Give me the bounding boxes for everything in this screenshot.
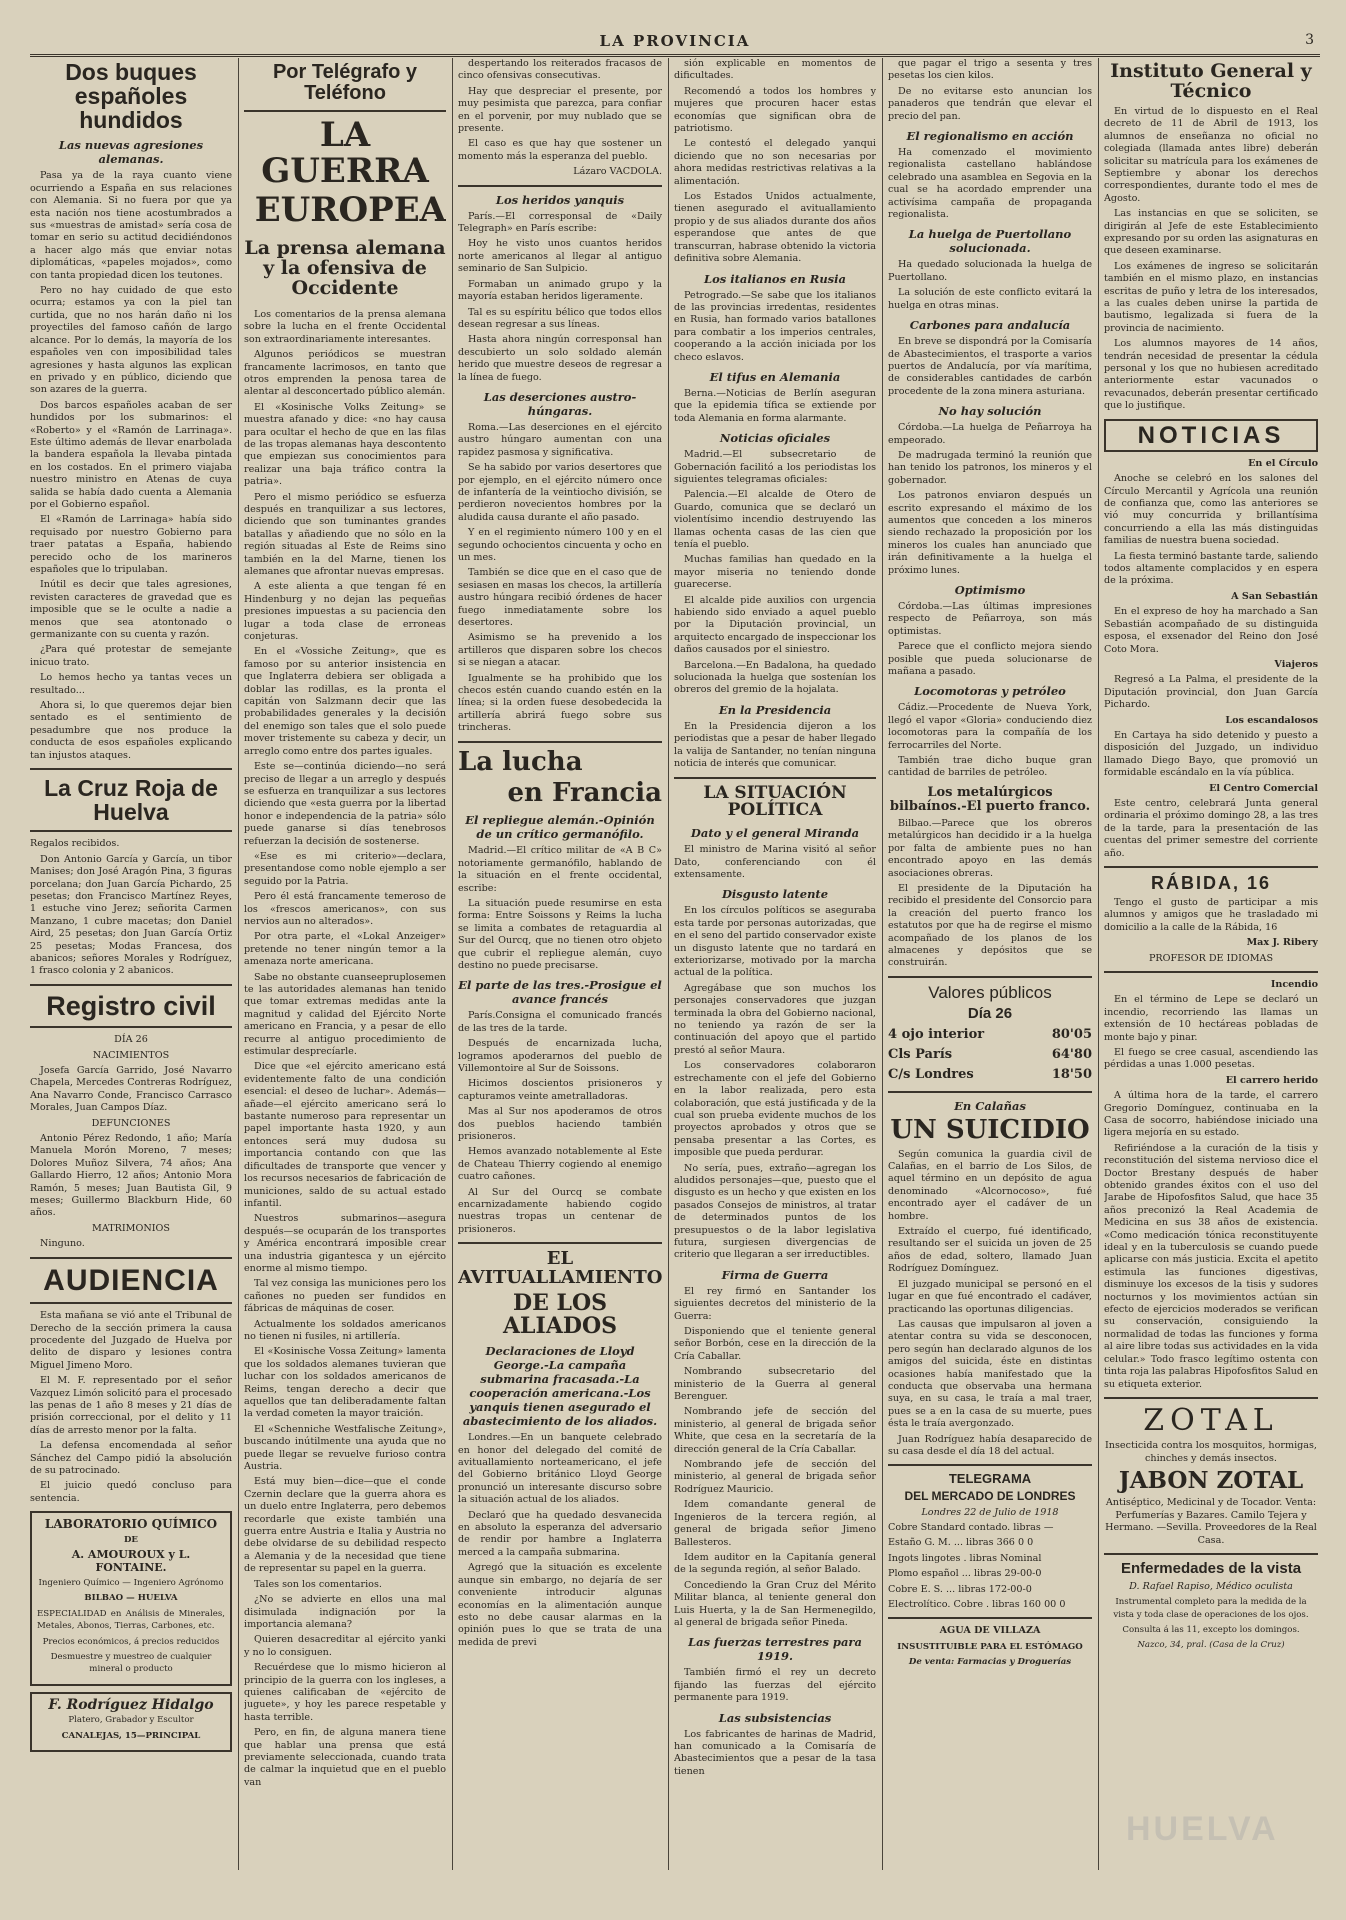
article-paragraph: Roma.—Las deserciones en el ejército austro húngaro aumentan con una rapidez pasmosa y significativa.: [458, 421, 662, 458]
valores-label: 4 ojo interior: [888, 1027, 985, 1043]
ad-title: F. Rodríguez Hidalgo: [48, 1696, 214, 1713]
article-paragraph: Petrogrado.—Se sabe que los italianos de las provincias irredentas, residentes en Rusia, han formado varios batallones para combatir a los imperios centrales, cooperando a la acción iniciada por los checo eslavos.: [674, 289, 876, 363]
article-paragraph: Se ha sabido por varios desertores que por ejemplo, en el ejército número once de infantería de la veintiocho división, se perdieron novecientos hombres por la aludida causa durante el año pasado.: [458, 462, 662, 523]
ad-agua-title: AGUA DE VILLAZA: [939, 1625, 1041, 1637]
article-paragraph: despertando los reiterados fracasos de cinco ofensivas consecutivas.: [458, 58, 662, 82]
headline-valores: Valores públicos: [928, 982, 1052, 1002]
mercado-row: Cobre E. S. ... libras 172-00-0: [888, 1583, 1032, 1595]
subhead-heridos: Los heridos yanquis: [495, 192, 625, 207]
article-paragraph: Los exámenes de ingreso se solicitarán también en el mismo plazo, en instancias escritas de puño y letra de los interesados, a las cuales deben unirse la partida de bautismo, legalizada si fuera de la provincia de nacimiento.: [1104, 260, 1318, 334]
column-rule: [668, 58, 669, 1870]
article-paragraph: Disponiendo que el teniente general señor Borbón, cese en la dirección de la Cría Caballar.: [674, 1326, 876, 1362]
article-paragraph: Refiriéndose a la curación de la tisis y reconstitución del sistema nervioso dice el Doctor Brestany después de haber obtenido grandes éxitos con el uso del Jarabe de Hipofosfitos Salud, que hace 35 años preconizó la Real Academia de Medicina en sus 38 años de existencia. «Como medicación tónica reconstituyente ideal y en la tuberculosis se cuando puede aplicarse con más justicia. Excita el apetito estimula las funciones digestivas, disminuye los excesos de la tisis y sudores nocturnos y los movimientos actúan sin efecto de ejercicios moderados se verifican su conservación, consiguiendo la normalidad de todas las funciones y forma al aire libre todas sus actividades en la vida celular.» Todo frasco legítimo ostenta con tinta roja las palabras Hipofosfitos Salud en su etiqueta exterior.: [1104, 1142, 1318, 1390]
subhead-locomotoras: Locomotoras y petróleo: [914, 684, 1066, 699]
article-paragraph: Regresó a La Palma, el presidente de la Diputación provincial, don Juan García Pichardo.: [1104, 674, 1318, 711]
article-paragraph: Nuestros submarinos—asegura después—se ocuparán de los transportes y América encontrará imposible crear una industria gigantesca y un ejército enorme al mismo tiempo.: [244, 1213, 446, 1274]
headline-registro: Registro civil: [46, 990, 216, 1021]
article-paragraph: La situación puede resumirse en esta forma: Entre Soissons y Reims la lucha se limita a combates de retaguardia al Sur del Ourcq, que no tienen otro objeto que cubrir el repliegue alemán, cuyo destino no puede precisarse.: [458, 897, 662, 971]
divider: [458, 741, 662, 743]
column-3: [458, 58, 662, 1868]
article-paragraph: De madrugada terminó la reunión que han tenido los patronos, los mineros y el gobernador.: [888, 449, 1092, 486]
article-paragraph: Nombrando jefe de sección del ministerio, al general de brigada señor Rodríguez Mauricio.: [674, 1459, 876, 1495]
noticias-box: [1104, 419, 1318, 452]
article-paragraph: El M. F. representado por el señor Vazquez Limón solicitó para el procesado las penas de 1 año 8 meses y 21 días de prisión correccional, por el delito y 11 días de arresto menor por la falta.: [30, 1375, 232, 1436]
subhead-parte: El parte de las tres.-Prosigue el avance francés: [458, 978, 662, 1007]
article-paragraph: Los conservadores colaboraron estrechamente con el jefe del Gobierno en la labor realizada, pero esta colaboración, que está justificada y de la cual son prueba evidente muchos de los proyectos aprobados y otros que se pensaba presentar a las Cortes, es imposible que pueda perdurar.: [674, 1060, 876, 1159]
subhead-sebastian: A San Sebastián: [1231, 590, 1318, 602]
article-paragraph: La solución de este conflicto evitará la huelga en otras minas.: [888, 287, 1092, 311]
column-2: [244, 58, 446, 1868]
headline-avituallamiento: EL AVITUALLAMIENTO: [458, 1248, 662, 1289]
mercado-row: Electrolítico. Cobre . libras 160 00 0: [888, 1599, 1066, 1611]
vista-address: Nazco, 34, pral. (Casa de la Cruz): [1137, 1640, 1285, 1651]
article-paragraph: El «Kosinische Vossa Zeitung» lamenta que los soldados alemanes tuvieran que luchar con los soldados americanos de Reims, tengan derecho a decir que aquellos que tan deliberadamente faltan la verdad cometen la mayor traición.: [244, 1346, 446, 1420]
divider: [1104, 866, 1318, 868]
ad-laboratorio: [30, 1511, 232, 1685]
article-paragraph: ¿No se advierte en ellos una mal disimulada indignación por la importancia alemana?: [244, 1594, 446, 1630]
article-paragraph: «Ese es mi criterio»—declara, presentandose como noble ejemplo a ser seguido por la Patria.: [244, 850, 446, 887]
article-paragraph: París.—El corresponsal de «Daily Telegraph» en París escribe:: [458, 210, 662, 235]
article-paragraph: Hoy he visto unos cuantos heridos norte americanos al llegar al antiguo seminario de San Sulpicio.: [458, 238, 662, 275]
article-paragraph: Agregó que la situación es excelente aunque sin embargo, no dejaría de ser conveniente introducir algunas economías en la alimentación aunque esto no debe causar alarmas en la opinión pues lo que se trata de una medida de previ: [458, 1562, 662, 1648]
article-paragraph: A última hora de la tarde, el carrero Gregorio Domínguez, continuaba en la Casa de socorro, habiéndose iniciado una ligera mejoría en su estado.: [1104, 1090, 1318, 1139]
headline-telegrama: TELEGRAMA: [948, 1471, 1032, 1487]
column-rule: [238, 58, 239, 1870]
archive-watermark: HUELVA: [1126, 1810, 1279, 1848]
divider: [888, 976, 1092, 978]
article-paragraph: Idem comandante general de Ingenieros de la tercera región, al general de brigada señor Jimeno Ballesteros.: [674, 1499, 876, 1548]
article-paragraph: París.Consigna el comunicado francés de las tres de la tarde.: [458, 1010, 662, 1034]
article-paragraph: ¿Para qué protestar de semejante inicuo trato.: [30, 644, 232, 668]
article-paragraph: Hemos avanzado notablemente al Este de Chateau Thierry cogiendo al enemigo cuatro cañones.: [458, 1146, 662, 1183]
valores-label: C/s Londres: [888, 1067, 974, 1083]
article-paragraph: Madrid.—El crítico militar de «A B C» notoriamente germanófilo, hablando de la situación en el frente occidental, escribe:: [458, 845, 662, 894]
headline-vista: Enfermedades de la vista: [1120, 1560, 1302, 1577]
headline-cruz-roja: La Cruz Roja de Huelva: [44, 775, 218, 826]
vista-consulta: Consulta á las 11, excepto los domingos.: [1122, 1624, 1300, 1635]
article-paragraph: Cádiz.—Procedente de Nueva York, llegó el vapor «Gloria» conduciendo diez locomotoras para la compañía de los ferrocarriles del Norte.: [888, 702, 1092, 751]
subhead-puertollano: La huelga de Puertollano solucionada.: [908, 227, 1072, 256]
subhead-subsistencias: Las subsistencias: [718, 1710, 832, 1725]
vista-text: Instrumental completo para la medida de la vista y toda clase de operaciones de los ojos.: [1113, 1597, 1309, 1620]
headline-mercado: DEL MERCADO DE LONDRES: [904, 1489, 1076, 1504]
article-paragraph: Tal es su espíritu bélico que todos ellos desean regresar a sus líneas.: [458, 306, 662, 330]
article-paragraph: En los círculos políticos se aseguraba esta tarde por personas autorizadas, que en el seno del partido conservador existe un disgusto latente que no tardará en exteriorizarse, motivado por la marcha actual de la política.: [674, 905, 876, 979]
article-paragraph: El «Ramón de Larrinaga» había sido requisado por nuestro Gobierno para traer patatas a España, habiendo perecido ocho de los marineros españoles que lo tripulaban.: [30, 514, 232, 576]
article-paragraph: El «Kosinische Volks Zeitung» se muestra afanado y dice: «no hay causa para ocultar el hecho de que en las filas de las tropas alemanas haya descontento que empiezan sus conocimientos para realizar una baja tráfico contra la patria».: [244, 401, 446, 488]
subhead-fuerzas: Las fuerzas terrestres para 1919.: [688, 1635, 862, 1664]
article-paragraph: En la Presidencia dijeron a los periodistas que a pesar de haber llegado la valija de Santander, no tenían ninguna noticia de interés que comunicar.: [674, 720, 876, 770]
subhead-dato: Dato y el general Miranda: [690, 826, 860, 841]
article-paragraph: Las causas que impulsaron al joven a atentar contra su vida se desconocen, pero según han declarado algunos de los amigos del suicida, éste en distintas ocasiones había manifestado que la conducta que observaba una hermana suya, en su casa, le traía a mal traer, pues se a en la casa de su muerte, pues ésta le traía avergonzado.: [888, 1318, 1092, 1430]
article-paragraph: Córdoba.—La huelga de Peñarroya ha empeorado.: [888, 422, 1092, 446]
article-paragraph: Dos barcos españoles acaban de ser hundidos por los submarinos: el «Roberto» y el «Ramón de Larrinaga». Este último además de llevar enarbolada la bandera española la llevaba pintada en los costados. En el primero viajaba nuestro ministro en Atenas de cuya salida se había dado cuenta a Alemania por el Gobierno español.: [30, 399, 232, 510]
subhead-regionalismo: El regionalismo en acción: [906, 129, 1074, 144]
article-paragraph: Recomendó a todos los hombres y mujeres que procuren hacer estas economías que significan obra de patriotismo.: [674, 85, 876, 135]
article-paragraph: Recuérdese que lo mismo hicieron al principio de la guerra con los ingleses, a quienes calificaban de «ejército de juguete», y hoy les parece respetable y hasta terrible.: [244, 1662, 446, 1723]
article-paragraph: Bilbao.—Parece que los obreros metalúrgicos han decidido ir a la huelga por falta de ambiente pues no han encontrado apoyo en las demás asociaciones obreras.: [888, 817, 1092, 879]
subhead-comercial: El Centro Comercial: [1209, 782, 1318, 794]
article-paragraph: Hasta ahora ningún corresponsal han descubierto un solo soldado alemán herido que muestre deseos de regresar a la línea de fuego.: [458, 334, 662, 383]
column-1: [30, 58, 232, 1868]
article-paragraph: Madrid.—El subsecretario de Gobernación facilitó a los periodistas los siguientes telegramas oficiales:: [674, 449, 876, 485]
subhead-presidencia: En la Presidencia: [718, 702, 832, 717]
article-paragraph: La fiesta terminó bastante tarde, saliendo todos altamente complacidos y en espera de la próxima.: [1104, 550, 1318, 587]
article-paragraph: Según comunica la guardia civil de Calañas, en el barrio de Los Silos, de aquel término en un depósito de agua denominado «Alcornocoso», fué encontrado ayer el cadáver de un hombre.: [888, 1148, 1092, 1222]
article-paragraph: Pasa ya de la raya cuanto viene ocurriendo a España en sus relaciones con Alemania. Si no fuera por que ya esta nación nos tiene acostumbrados a sus «muestras de amistad» sería cosa de tomar en serio su actitud decidiéndonos a hacer algo más que enviar notas diplomáticas, «papeles mojados», como con tanta propiedad dicen los teutones.: [30, 170, 232, 281]
ad-text: Desmuestre y muestreo de cualquier mineral o producto: [50, 1651, 212, 1675]
article-paragraph: El juzgado municipal se personó en el lugar en que fué encontrado el cadáver, practicando las oportunas diligencias.: [888, 1278, 1092, 1315]
article-paragraph: Don Antonio García y García, un tibor Manises; don José Aragón Pina, 3 figuras porcelana; don Juan García Pichardo, 25 pesetas; don Francisco Martínez Reyes, 1 estuche vino Jerez; señorita Carmen Manzano, 1 cubre macetas; don Daniel Aird, 25 pesetas; don Juan García Ortiz 25 pesetas; Modas Francesa, dos abanicos; señores Morales y Rodríguez, 1 frasco colonia y 2 abanicos.: [30, 853, 232, 977]
article-paragraph: Quieren desacreditar al ejército yanki y no lo consiguen.: [244, 1634, 446, 1658]
article-signature: Lázaro VACDOLA.: [573, 166, 662, 178]
article-paragraph: En breve se dispondrá por la Comisaría de Abastecimientos, el trasporte a varios puertos de Andalucía, por vía marítima, de considerables cantidades de carbón procedente de la zona minera asturiana.: [888, 336, 1092, 397]
headline-lucha: La lucha: [458, 746, 583, 777]
ad-text: BILBAO — HUELVA: [84, 1593, 178, 1604]
ad-text: Precios económicos, á precios reducidos: [42, 1636, 220, 1647]
article-paragraph: También trae dicho buque gran cantidad de barriles de petróleo.: [888, 755, 1092, 779]
headline-audiencia: AUDIENCIA: [43, 1263, 219, 1297]
divider: [888, 1617, 1092, 1619]
divider: [458, 185, 662, 187]
article-paragraph: Ninguno.: [40, 1238, 85, 1250]
divider: [30, 830, 232, 832]
article-paragraph: Mas al Sur nos apoderamos de otros dos pueblos haciendo también prisioneros.: [458, 1106, 662, 1142]
column-5: [888, 58, 1092, 1868]
article-paragraph: Los patronos enviaron después un escrito expresando el máximo de los aumentos que conceden a los mineros siendo rechazado la proposición por los mineros los cuales han anunciado que irán definitivamente a la huelga el próximo lunes.: [888, 490, 1092, 576]
column-4: [674, 58, 876, 1868]
headline-telegrafo: Por Telégrafo y Teléfono: [272, 61, 418, 104]
subhead-firma: Firma de Guerra: [721, 1267, 829, 1282]
subhead-circulo: En el Círculo: [1248, 457, 1318, 469]
article-paragraph: El juicio quedó concluso para sentencia.: [30, 1480, 232, 1504]
valores-day: Día 26: [967, 1004, 1013, 1022]
column-rule: [452, 58, 453, 1870]
article-paragraph: Idem auditor en la Capitanía general de la segunda región, al señor Balado.: [674, 1551, 876, 1576]
article-paragraph: Muchas familias han quedado en la mayor miseria no teniendo donde guarecerse.: [674, 554, 876, 591]
divider: [674, 777, 876, 779]
article-paragraph: También se dice que en el caso que de sesiasen en masas los checos, la artillería austro húngara recibió órdenes de hacer fuego inmediatamente sobre los desertores.: [458, 567, 662, 629]
mercado-row: Cobre Standard contado. libras —: [888, 1522, 1054, 1534]
article-paragraph: En Cartaya ha sido detenido y puesto a disposición del Juzgado, un individuo llamado Diego Bayo, que promovió un formidable escándalo en la vía pública.: [1104, 729, 1318, 779]
article-paragraph: En virtud de lo dispuesto en el Real decreto de 11 de Abril de 1913, los alumnos de enseñanza no oficial no colegiada (llamada antes libre) deberán solicitar su matrícula para los exámenes de Septiembre y abonar los derechos correspondientes, durante todo el mes de Agosto.: [1104, 105, 1318, 204]
headline-situacion: LA SITUACIÓN POLÍTICA: [703, 782, 847, 821]
divider: [1104, 971, 1318, 973]
rabida-profesor: PROFESOR DE IDIOMAS: [1148, 952, 1274, 964]
registro-defunciones: DEFUNCIONES: [91, 1117, 171, 1129]
headline-rabida: RÁBIDA, 16: [1150, 873, 1272, 893]
article-paragraph: Actualmente los soldados americanos no tienen ni fusiles, ni artillería.: [244, 1318, 446, 1342]
article-paragraph: El presidente de la Diputación ha recibido el presidente del Consorcio para la creación del puerto franco los estatutos por que ha de regirse el mismo acompañado de los planos de los almacenes y depósitos que se construirán.: [888, 882, 1092, 969]
article-paragraph: Pero no hay cuidado de que esto ocurra; estamos ya con la piel tan curtida, que no nos harán daño ni los proyectiles del famoso cañón de largo alcance. Por lo demás, la mayoría de los españoles ven con imposibilidad tales agresiones y hasta algunos las explican en privado y en público, diciendo que son azares de la guerra.: [30, 285, 232, 396]
zotal-text: Insecticida contra los mosquitos, hormigas, chinches y demás insectos.: [1105, 1440, 1317, 1464]
registro-matrimonios: MATRIMONIOS: [92, 1222, 170, 1234]
column-6: [1104, 58, 1318, 1868]
jabon-text: Antiséptico, Medicinal y de Tocador. Venta: Perfumerías y Bazares. Camilo Tejera y Hermano. —Sevilla. Proveedores de la Real Casa.: [1105, 1497, 1317, 1546]
ad-agua-venta: De venta: Farmacias y Droguerías: [908, 1657, 1072, 1668]
subhead-viajeros: Viajeros: [1274, 658, 1318, 670]
subhead-incendio: Incendio: [1270, 978, 1318, 990]
subhead-deserciones: Las deserciones austro-húngaras.: [483, 389, 637, 418]
ad-rodriguez: [30, 1692, 232, 1752]
article-paragraph: Nombrando jefe de sección del ministerio, al general de brigada señor White, que cesa en la secretaría de la dirección general de la Cría Caballar.: [674, 1406, 876, 1455]
valores-row: [888, 1025, 1092, 1045]
article-paragraph: Inútil es decir que tales agresiones, revisten caracteres de gravedad que es imposible que se le oculte a nadie a menos que sea atontonado o germanizante con su cuenta y razón.: [30, 579, 232, 641]
article-paragraph: Extraído el cuerpo, fué identificado, resultando ser el suicida un joven de 25 años de edad, soltero, llamado Juan Rodríguez Domínguez.: [888, 1226, 1092, 1275]
article-paragraph: Sabe no obstante cuanseepruplosemen te las autoridades alemanas han tenido que tomar extremas medidas ante la magnitud y calidad del Ejército Norte americano en Francia, y a pesar de ello recurre al antiguo procedimiento de estimular desprecíarle.: [244, 971, 446, 1058]
ad-text: DE: [123, 1534, 138, 1545]
article-paragraph: Está muy bien—dice—que el conde Czernin declare que la guerra ahora es un duelo entre Inglaterra, pero debemos recordarle que existe también una guerra entre Austria e Italia y Austria no debe olvidarse de su debilidad respecto a Alemania y de la necesidad que tiene de representar su papel en la guerra.: [244, 1476, 446, 1575]
headline-instituto: Instituto General y Técnico: [1110, 60, 1312, 102]
article-paragraph: Este centro, celebrará Junta general ordinaria el próximo domingo 28, a las tres de la tarde, para la presentación de las cuentas del primer semestre del corriente año.: [1104, 797, 1318, 859]
valores-value: 80'05: [1051, 1027, 1092, 1043]
article-paragraph: Dice que «el ejército americano está evidentemente falto de una condición esencial: el deseo de luchar». Además—añade—el ejército americano será lo bastante numeroso para representar un papel importante hasta 1920, y aun entonces será muy dudosa su importancia contando con que las dificultades de transporte que vencer y los recursos necesarios de fabricación de municiones, saldo de su actual estado infantil.: [244, 1061, 446, 1209]
column-rule: [1098, 58, 1099, 1870]
article-paragraph: No sería, pues, extraño—agregan los aludidos personajes—que, puesto que el disgusto es un hecho y que existen en los pasados Consejos de ministros, al tratar de determinados puntos de los presupuestos o de la labor legislativa futura, surgiesen divergencias de criterio que llegaran a ser irreductibles.: [674, 1162, 876, 1261]
divider: [1104, 1553, 1318, 1555]
article-paragraph: El fuego se cree casual, ascendiendo las pérdidas a unas 1.000 pesetas.: [1104, 1046, 1318, 1071]
vista-doctor: D. Rafael Rapiso, Médico oculista: [1129, 1580, 1293, 1592]
article-paragraph: Al Sur del Ourcq se combate encarnizadamente habiendo cogido nuestras tropas un centenar de prisioneros.: [458, 1186, 662, 1235]
article-paragraph: Palencia.—El alcalde de Otero de Guardo, comunica que se declaró un violentísimo incendio destruyendo las llamas ochenta casas de las cien que tenía el pueblo.: [674, 489, 876, 550]
article-paragraph: Pero, en fin, de alguna manera tiene que hablar una prensa que está previamente seleccionada, cuando trata de calmar la inquietud que en el pueblo van: [244, 1727, 446, 1788]
divider: [244, 110, 446, 112]
valores-label: Cls París: [888, 1047, 953, 1063]
column-rule: [882, 58, 883, 1870]
article-paragraph: Algunos periódicos se muestran francamente lacrimosos, en tanto que otros emprenden la penosa tarea de alentar al desconcertado público alemán.: [244, 349, 446, 398]
ad-title: LABORATORIO QUÍMICO: [44, 1517, 218, 1532]
cruz-subtitle: Regalos recibidos.: [30, 838, 120, 850]
ad-text: Platero, Grabador y Escultor: [68, 1715, 194, 1726]
article-paragraph: Por otra parte, el «Lokal Anzeiger» pretende no tener ningún temor a la amenaza norte americana.: [244, 931, 446, 968]
registro-day: DÍA 26: [114, 1034, 148, 1046]
article-paragraph: En el término de Lepe se declaró un incendio, recorriendo las llamas un extensión de 10 hectáreas pobladas de monte bajo y pinar.: [1104, 994, 1318, 1043]
article-paragraph: Este se—continúa diciendo—no será preciso de llegar a un arreglo y después se esfuerza en tranquilizar a sus lectores diciendo que «esta guerra por la libertad honor e independencia de la patria» sólo puede ganarse si días tenebrosos refuerzan la decisión de sostenerse.: [244, 761, 446, 847]
headline-prensa-alemana: La prensa alemana y la ofensiva de Occidente: [244, 237, 446, 299]
registro-nacimientos: NACIMIENTOS: [92, 1049, 170, 1061]
article-paragraph: Barcelona.—En Badalona, ha quedado solucionada la huelga que sostenían los obreros del gremio de la hojalata.: [674, 659, 876, 696]
article-paragraph: Ha quedado solucionada la huelga de Puertollano.: [888, 259, 1092, 283]
article-paragraph: De no evitarse esto anuncian los panaderos que tendrán que elevar el precio del pan.: [888, 85, 1092, 122]
divider: [30, 984, 232, 986]
article-paragraph: En el «Vossiche Zeitung», que es famoso por su anterior insistencia en que Inglaterra debiera ser obligada a doblar las rodillas, es la pronta el capitán von Salzmann decir que las probabilidades generales y la decisión del enemigo son tales que el solo puede mover tristemente su cabeza y decir, un arreglo como entre dos partes iguales.: [244, 646, 446, 757]
ad-text: Ingeniero Químico — Ingeniero Agrónomo: [38, 1577, 224, 1588]
mercado-date: Londres 22 de Julio de 1918: [921, 1506, 1059, 1518]
article-paragraph: En el expreso de hoy ha marchado a San Sebastián acompañado de su distinguida esposa, el exsenador del Reino don José Coto Mora.: [1104, 606, 1318, 655]
subhead-metalurgicos: Los metalúrgicos bilbaínos.-El puerto franco.: [889, 784, 1091, 814]
article-paragraph: Los alumnos mayores de 14 años, tendrán necesidad de presentar la cédula personal y los que no hubiesen acreditado anteriormente estar vacunados o revacunados, deberán presentar certificado que lo justifique.: [1104, 338, 1318, 412]
article-paragraph: Igualmente se ha prohibido que los checos estén cuando cuando estén en la línea; si la orden fuese desobedecida la artillería abrirá fuego sobre sus trincheras.: [458, 672, 662, 734]
subhead-italianos: Los italianos en Rusia: [704, 271, 846, 286]
ad-names: A. AMOUROUX y L. FONTAINE.: [71, 1548, 191, 1574]
article-paragraph: Antonio Pérez Redondo, 1 año; María Manuela Morón Moreno, 7 meses; Dolores Muñoz Silvera, 74 años; Ana Gallardo Hierro, 12 años; Antonio Mora Ramón, 5 meses; Juan Bautista Gil, 9 meses; Guillermo Blackburn Hide, 60 años.: [30, 1133, 232, 1219]
headline-francia: en Francia: [507, 777, 662, 808]
article-paragraph: La defensa encomendada al señor Sánchez del Campo pidió la absolución de su patrocinado.: [30, 1440, 232, 1477]
headline-noticias: NOTICIAS: [1137, 421, 1285, 449]
subhead-tifus: El tifus en Alemania: [709, 369, 841, 384]
headline-zotal: ZOTAL: [1143, 1402, 1279, 1438]
article-paragraph: Declaró que ha quedado desvanecida en absoluto la esperanza del adversario de rendir por hambre a Inglaterra merced a la campaña submarina.: [458, 1509, 662, 1558]
article-paragraph: Y en el regimiento número 100 y en el segundo ochocientos cincuenta y ocho en un mes.: [458, 527, 662, 563]
article-paragraph: Ahora si, lo que queremos dejar bien sentado es el sentimiento de pesadumbre que nos produce la conducta de esos españoles explicando tan injustos ataques.: [30, 700, 232, 761]
ad-agua-text: INSUSTITUIBLE PARA EL ESTÓMAGO: [897, 1641, 1083, 1652]
subhead-escandalosos: Los escandalosos: [1225, 714, 1318, 726]
divider: [888, 1464, 1092, 1466]
subhead-oficiales: Noticias oficiales: [719, 431, 831, 446]
subhead-repliegue: El repliegue alemán.-Opinión de un crítico germanófilo.: [465, 813, 655, 842]
article-paragraph: Berna.—Noticias de Berlín aseguran que la epidemia tífica se extiende por toda Alemania en forma alarmante.: [674, 387, 876, 424]
article-paragraph: Nombrando subsecretario del ministerio de la Guerra al general Berenguer.: [674, 1366, 876, 1403]
headline-aliados: DE LOS ALIADOS: [502, 1290, 618, 1340]
divider: [30, 1026, 232, 1028]
article-paragraph: que pagar el trigo a sesenta y tres pesetas los cien kilos.: [888, 58, 1092, 82]
article-paragraph: Pero él está francamente temeroso de los «frescos americanos», con sus nervios aun no alterados».: [244, 891, 446, 927]
subhead-optimismo: Optimismo: [954, 583, 1026, 597]
headline-buques: Dos buques españoles hundidos: [65, 59, 197, 134]
article-paragraph: Le contestó el delegado yanqui diciendo que no son necesarias por ahora medidas restrictivas relativas a la alimentación.: [674, 138, 876, 187]
article-paragraph: Parece que el conflicto mejora siendo posible que pueda solucionarse de mañana a pasado.: [888, 641, 1092, 678]
subhead-buques: Las nuevas agresiones alemanas.: [58, 138, 204, 167]
ad-text: ESPECIALIDAD en Análisis de Minerales, Metales, Abonos, Tierras, Carbones, etc.: [37, 1608, 225, 1632]
headline-guerra: LA GUERRA: [261, 115, 429, 191]
valores-value: 18'50: [1051, 1067, 1092, 1083]
subhead-carrero: El carrero herido: [1225, 1074, 1318, 1086]
article-paragraph: Pero el mismo periódico se esfuerza después en tranquilizar a sus lectores, diciendo que son tuminantes grandes batallas y añadiendo que no sólo en la región situadas al Este de Reims sino también en la del Marne, tienen los alemanes que afrontar nuevas empresas.: [244, 491, 446, 577]
article-paragraph: El caso es que hay que sostener un momento más la esperanza del pueblo.: [458, 138, 662, 162]
subhead-calanas: En Calañas: [954, 1099, 1026, 1114]
article-paragraph: El alcalde pide auxilios con urgencia habiendo sido enviado a aquel pueblo por la Diputación provincial, un arquitecto encargado de inspeccionar los daños causados por el siniestro.: [674, 594, 876, 656]
article-paragraph: Lo hemos hecho ya tantas veces un resultado...: [30, 672, 232, 696]
article-paragraph: El «Schenniche Westfalische Zeitung», buscando inútilmente una ayuda que no puede llegar se revuelve furioso contra Austria.: [244, 1423, 446, 1473]
article-paragraph: Las instancias en que se soliciten, se dirigirán al Jefe de este Establecimiento expresando por su orden las asignaturas en que deseen examinarse.: [1104, 208, 1318, 257]
article-paragraph: Londres.—En un banquete celebrado en honor del delegado del comité de avituallamiento norteamericano, el jefe del Gobierno británico Lloyd George pronunció un interesante discurso sobre la situación actual de los aliados.: [458, 1432, 662, 1506]
divider: [30, 1302, 232, 1304]
valores-row: [888, 1045, 1092, 1065]
valores-table: [888, 1025, 1092, 1085]
divider: [888, 1091, 1092, 1093]
article-paragraph: Córdoba.—Las últimas impresiones respecto de Peñarroya, son más optimistas.: [888, 601, 1092, 637]
article-paragraph: Los comentarios de la prensa alemana sobre la lucha en el frente Occidental son extraordinariamente interesantes.: [244, 308, 446, 345]
article-paragraph: Tales son los comentarios.: [254, 1578, 382, 1590]
article-paragraph: Tengo el gusto de participar a mis alumnos y amigos que he trasladado mi domicilio a la calle de la Rábida, 16: [1104, 896, 1318, 933]
subhead-nohay: No hay solución: [938, 404, 1042, 419]
article-paragraph: Los fabricantes de harinas de Madrid, han comunicado a la Comisaría de Abastecimientos que a pesar de la tasa tienen: [674, 1728, 876, 1777]
subhead-lloyd: Declaraciones de Lloyd George.-La campaña submarina fracasada.-La cooperación americana.-Los yanquis tienen asegurado el abastecimiento de los aliados.: [462, 1344, 658, 1429]
divider: [30, 1257, 232, 1259]
article-paragraph: Hicimos doscientos prisioneros y capturamos veinte ametralladoras.: [458, 1078, 662, 1102]
article-paragraph: Formaban un animado grupo y la mayoría estaban heridos ligeramente.: [458, 278, 662, 303]
divider: [1104, 1397, 1318, 1399]
article-paragraph: El rey firmó en Santander los siguientes decretos del ministerio de la Guerra:: [674, 1285, 876, 1322]
ad-text: CANALEJAS, 15—PRINCIPAL: [61, 1730, 201, 1741]
divider: [458, 1242, 662, 1244]
article-paragraph: Asimismo se ha prevenido a los artilleros que disparen sobre los checos si se niegan a atacar.: [458, 632, 662, 669]
article-paragraph: A este alienta a que tengan fé en Hindenburg y no dejan las pequeñas presiones impuestas a su paciencia den lugar a toda clase de erroneas conjeturas.: [244, 581, 446, 643]
valores-row: [888, 1065, 1092, 1085]
article-paragraph: También firmó el rey un decreto fijando las fuerzas del ejército permanente para 1919.: [674, 1667, 876, 1704]
article-paragraph: Agregábase que son muchos los personajes conservadores que juzgan terminada la obra del Gobierno nacional, no teniendo ya razón de ser la continuación del apoyo que el partido prestó al señor Maura.: [674, 982, 876, 1056]
masthead-title: LA PROVINCIA: [599, 32, 751, 50]
divider: [30, 768, 232, 770]
masthead: [30, 32, 1320, 57]
article-paragraph: Anoche se celebró en los salones del Círculo Mercantil y Agrícola una reunión de confianza que, como las anteriores se vió muy concurrida y brillantísima concurriendo a ella las más distinguidas familias de nuestra buena sociedad.: [1104, 473, 1318, 547]
article-paragraph: Concediendo la Gran Cruz del Mérito Militar blanca, al teniente general don Luis Huerta, y la de San Hermenegildo, al general de brigada señor Pineda.: [674, 1579, 876, 1628]
subhead-carbones: Carbones para andalucía: [909, 318, 1071, 333]
article-paragraph: Hay que despreciar el presente, por muy pesimista que parezca, para confiar en el porvenir, por muy nublado que se presente.: [458, 85, 662, 135]
article-paragraph: Después de encarnizada lucha, logramos apoderarnos del pueblo de Villemontoire al Sur de Soissons.: [458, 1038, 662, 1074]
headline-europea: EUROPEA: [254, 190, 446, 231]
article-paragraph: Ha comenzado el movimiento regionalista castellano hablándose celebrado una asamblea en Segovia en la cual se ha acordado emprender una activísima campaña de propaganda regionalista.: [888, 147, 1092, 221]
mercado-row: Ingots lingotes . libras Nominal: [888, 1552, 1042, 1564]
rabida-name: Max J. Ribery: [1246, 937, 1318, 949]
mercado-row: Estaño G. M. ... libras 366 0 0: [888, 1537, 1034, 1549]
article-paragraph: sión explicable en momentos de dificultades.: [674, 58, 876, 82]
article-paragraph: El ministro de Marina visitó al señor Dato, conferenciando con él extensamente.: [674, 844, 876, 880]
mercado-row: Plomo español ... libras 29-00-0: [888, 1568, 1042, 1580]
article-paragraph: Esta mañana se vió ante el Tribunal de Derecho de la sección primera la causa procedente del Juzgado de Huelva por delito de disparo y lesiones contra Miguel Jimeno Moro.: [30, 1310, 232, 1371]
article-paragraph: Tal vez consiga las municiones pero los cañones no pueden ser fundidos en fábricas de máquinas de coser.: [244, 1278, 446, 1315]
article-paragraph: Los Estados Unidos actualmente, tienen asegurado el avituallamiento propio y de sus aliados durante dos años esperandose que antes de que transcurran, habrase obtenido la victoria definitiva sobre Alemania.: [674, 191, 876, 265]
subhead-disgusto: Disgusto latente: [721, 887, 829, 902]
page-number: 3: [1305, 32, 1314, 48]
headline-jabon-zotal: JABON ZOTAL: [1118, 1467, 1304, 1495]
valores-value: 64'80: [1051, 1047, 1092, 1063]
article-paragraph: Josefa García Garrido, José Navarro Chapela, Mercedes Contreras Rodríguez, Ana Navarro Conde, Francisco Carrasco Morales, Juan Campos Díaz.: [30, 1065, 232, 1114]
article-paragraph: Juan Rodríguez había desaparecido de su casa desde el día 18 del actual.: [888, 1433, 1092, 1457]
headline-suicidio: UN SUICIDIO: [890, 1115, 1090, 1146]
